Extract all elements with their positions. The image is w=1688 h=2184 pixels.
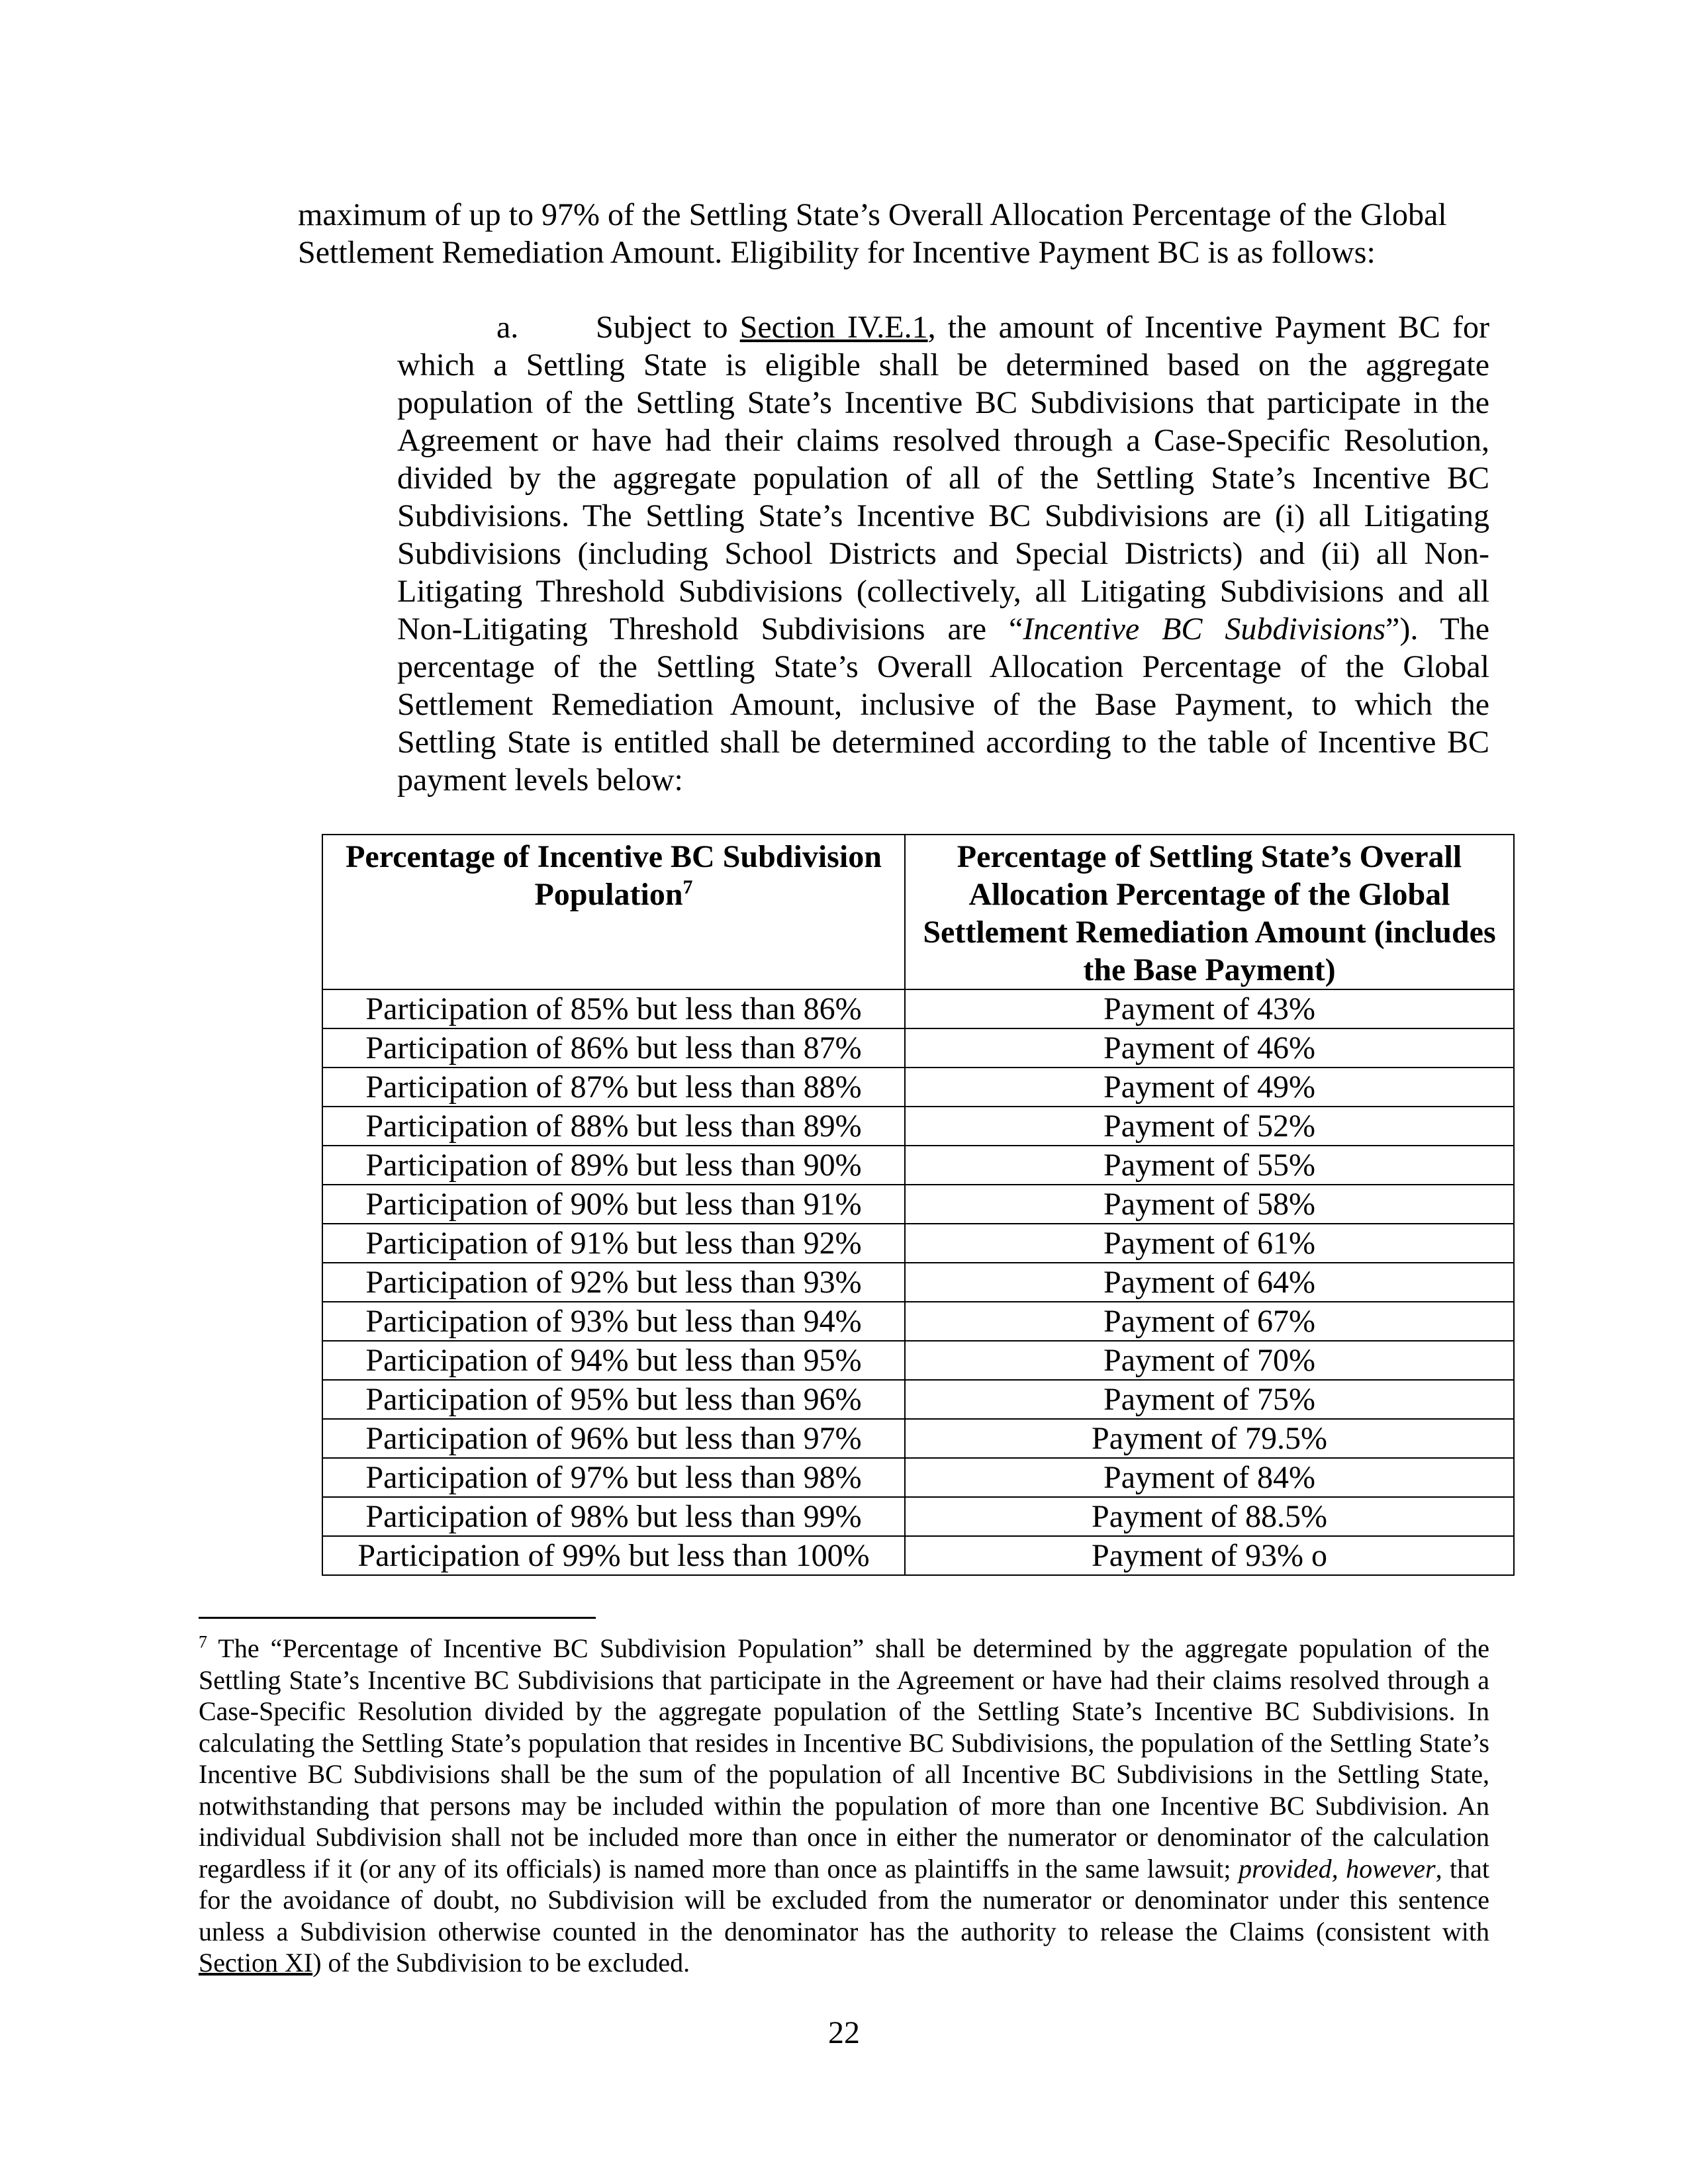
table-row	[322, 1536, 1514, 1575]
table-row	[322, 1302, 1514, 1341]
participation-cell: Participation of 99% but less than 100%	[322, 1536, 905, 1575]
participation-cell: Participation of 88% but less than 89%	[322, 1107, 905, 1146]
footnote-text-3: ) of the Subdivision to be excluded.	[312, 1948, 690, 1978]
payment-cell: Payment of 67%	[905, 1302, 1514, 1341]
table-row	[322, 1497, 1514, 1536]
table-row	[322, 1224, 1514, 1263]
participation-cell: Participation of 92% but less than 93%	[322, 1263, 905, 1302]
participation-cell: Participation of 89% but less than 90%	[322, 1146, 905, 1185]
table-row	[322, 1419, 1514, 1458]
table-row	[322, 1263, 1514, 1302]
table-row	[322, 1068, 1514, 1107]
footnote-7	[199, 1633, 1489, 1979]
participation-cell: Participation of 87% but less than 88%	[322, 1068, 905, 1107]
participation-cell: Participation of 97% but less than 98%	[322, 1458, 905, 1497]
header-population: Percentage of Incentive BC Subdivision Population$^7$	[322, 835, 905, 989]
participation-cell: Participation of 85% but less than 86%	[322, 989, 905, 1028]
paragraph-a-text-1: Subject to	[596, 310, 740, 345]
participation-cell: Participation of 94% but less than 95%	[322, 1341, 905, 1380]
participation-cell: Participation of 86% but less than 87%	[322, 1028, 905, 1068]
page-number: 22	[828, 2015, 860, 2050]
payment-cell: Payment of 70%	[905, 1341, 1514, 1380]
payment-cell: Payment of 61%	[905, 1224, 1514, 1263]
table-header-row	[322, 835, 1514, 989]
participation-cell: Participation of 90% but less than 91%	[322, 1185, 905, 1224]
table-row	[322, 1185, 1514, 1224]
table-row	[322, 1107, 1514, 1146]
intro-line-2: Settlement Remediation Amount. Eligibility for Incentive Payment BC is as follows:	[298, 235, 1376, 270]
payment-cell: Payment of 49%	[905, 1068, 1514, 1107]
payment-cell: Payment of 55%	[905, 1146, 1514, 1185]
table-row	[322, 1380, 1514, 1419]
payment-levels-table-wrap	[322, 834, 1513, 1576]
table-row	[322, 1341, 1514, 1380]
footnote-separator	[199, 1617, 596, 1619]
intro-paragraph	[298, 196, 1489, 271]
participation-cell: Participation of 93% but less than 94%	[322, 1302, 905, 1341]
payment-cell: Payment of 84%	[905, 1458, 1514, 1497]
paragraph-a-label: a.	[496, 310, 519, 345]
table-row	[322, 1028, 1514, 1068]
section-link-iv-e-1[interactable]: Section IV.E.1	[739, 310, 928, 345]
paragraph-a-text-3: ”). The percentage of the Settling State’s Overall Allocation Percentage of the Global Settlement Remediation Amount, inclusive of the Base Payment, to which the Settling State is entitled shall be determined according to the table of Incentive BC payment levels below:	[397, 612, 1490, 797]
payment-cell: Payment of 93% o	[905, 1536, 1514, 1575]
participation-cell: Participation of 95% but less than 96%	[322, 1380, 905, 1419]
payment-cell: Payment of 46%	[905, 1028, 1514, 1068]
footnote-marker: 7	[199, 1632, 207, 1652]
paragraph-a	[397, 308, 1489, 799]
footnote-text-1: The “Percentage of Incentive BC Subdivision Population” shall be determined by the aggregate population of the Settling State’s Incentive BC Subdivisions that participate in the Agreement or have had their claims resolved through a Case-Specific Resolution divided by the aggregate population of the Settling State’s Incentive BC Subdivisions. In calculating the Settling State’s population that resides in Incentive BC Subdivisions, the population of the Settling State’s Incentive BC Subdivisions shall be the sum of the population of all Incentive BC Subdivisions in the Settling State, notwithstanding that persons may be included within the population of more than one Incentive BC Subdivision. An individual Subdivision shall not be included more than once in either the numerator or denominator of the calculation regardless if it (or any of its officials) is named more than once as plaintiffs in the same lawsuit;	[199, 1633, 1489, 1884]
defined-term: Incentive BC Subdivisions	[1023, 612, 1386, 647]
table-row	[322, 1458, 1514, 1497]
header-payment: Percentage of Settling State’s Overall Allocation Percentage of the Global Settlement Remediation Amount (includes the Base Payment)	[905, 835, 1514, 989]
footnote-text-2: , that for the avoidance of doubt, no Subdivision will be excluded from the numerator or denominator under this sentence unless a Subdivision otherwise counted in the denominator has the authority to release the Claims (consistent with	[199, 1853, 1490, 1946]
section-link-xi[interactable]: Section XI	[199, 1948, 313, 1978]
intro-line-1: maximum of up to 97% of the Settling State’s Overall Allocation Percentage of the Global	[298, 197, 1447, 232]
payment-cell: Payment of 58%	[905, 1185, 1514, 1224]
payment-cell: Payment of 79.5%	[905, 1419, 1514, 1458]
paragraph-a-text-2: , the amount of Incentive Payment BC for which a Settling State is eligible shall be determined based on the aggregate population of the Settling State’s Incentive BC Subdivisions that participate in the Agreement or have had their claims resolved through a Case-Specific Resolution, divided by the aggregate population of all of the Settling State’s Incentive BC Subdivisions. The Settling State’s Incentive BC Subdivisions are (i) all Litigating Subdivisions (including School Districts and Special Districts) and (ii) all Non-Litigating Threshold Subdivisions (collectively, all Litigating Subdivisions and all Non-Litigating Threshold Subdivisions are “	[397, 310, 1489, 647]
footnote-italic: provided, however	[1238, 1853, 1436, 1884]
footnote-ref[interactable]: 7	[682, 876, 693, 898]
participation-cell: Participation of 98% but less than 99%	[322, 1497, 905, 1536]
payment-levels-table	[322, 834, 1515, 1576]
participation-cell: Participation of 96% but less than 97%	[322, 1419, 905, 1458]
payment-cell: Payment of 88.5%	[905, 1497, 1514, 1536]
table-row	[322, 1146, 1514, 1185]
payment-cell: Payment of 75%	[905, 1380, 1514, 1419]
participation-cell: Participation of 91% but less than 92%	[322, 1224, 905, 1263]
table-body	[322, 989, 1514, 1575]
table-row	[322, 989, 1514, 1028]
payment-cell: Payment of 43%	[905, 989, 1514, 1028]
payment-cell: Payment of 64%	[905, 1263, 1514, 1302]
payment-cell: Payment of 52%	[905, 1107, 1514, 1146]
